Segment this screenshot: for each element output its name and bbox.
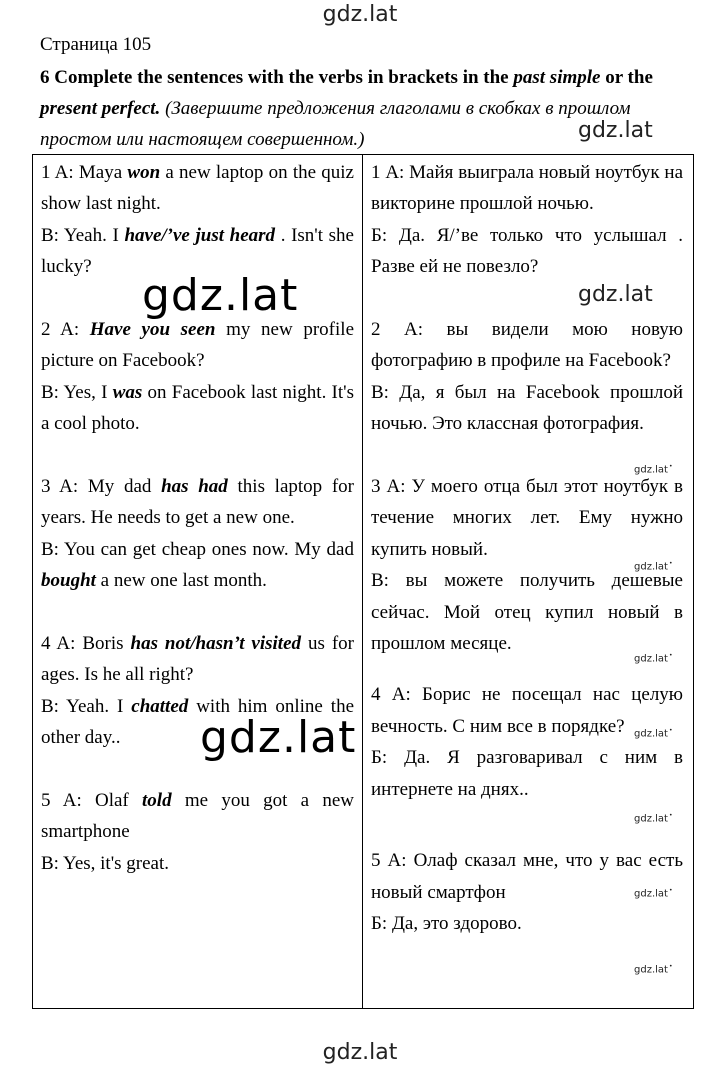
answer-3a: has had: [161, 476, 228, 498]
en-item-3-a: 3 A: My dad has had this laptop for years. He needs to get a new one.: [41, 476, 355, 529]
watermark-small-7: gdz.lat •: [634, 963, 673, 975]
answer-1b: have/’ve just heard: [124, 224, 276, 246]
ru-item-1-b: Б: Да. Я/’ве только что услышал . Разве ей не повезло?: [371, 224, 683, 278]
en-item-1-a: 1 A: Maya won a new laptop on the quiz show last night.: [41, 162, 354, 215]
watermark-small-2: gdz.lat •: [634, 560, 673, 572]
answer-1a: won: [127, 162, 161, 183]
en-item-5-a: 5 A: Olaf told me you got a new smartphone: [41, 790, 354, 843]
watermark-right-1: gdz.lat: [578, 282, 653, 307]
answer-3b: bought: [41, 570, 96, 592]
en-item-3-b: B: You can get cheap ones now. My dad bought a new one last month.: [41, 538, 354, 592]
ru-item-4-b: Б: Да. Я разговаривал с ним в интернете на днях..: [371, 747, 683, 800]
watermark-top: gdz.lat: [322, 2, 398, 27]
instruction-lead: 6 Complete the sentences with the verbs in brackets in the: [40, 67, 514, 88]
watermark-small-6: gdz.lat •: [634, 887, 673, 899]
ru-item-3-a: 3 А: У моего отца был этот ноутбук в течение многих лет. Ему нужно купить новый.: [371, 476, 683, 560]
answer-5a: told: [142, 790, 172, 812]
ru-item-2-a: 2 А: вы видели мою новую фотографию в профиле на Facebook?: [371, 319, 683, 372]
ru-item-5-a: 5 А: Олаф сказал мне, что у вас есть новый смартфон: [371, 850, 683, 903]
en-item-2-a: 2 A: Have you seen my new profile picture on Facebook?: [41, 319, 354, 372]
ru-item-3-b: В: вы можете получить дешевые сейчас. Мой отец купил новый в прошлом месяце.: [371, 570, 683, 655]
ru-item-4-a: 4 А: Борис не посещал нас целую вечность. С ним все в порядке?: [371, 684, 683, 737]
ru-item-1-a: 1 А: Майя выиграла новый ноутбук на викторине прошлой ночью.: [371, 162, 683, 215]
watermark-large-1: gdz.lat: [142, 270, 299, 321]
en-item-1-b: B: Yeah. I have/’ve just heard . Isn't she lucky?: [41, 224, 354, 278]
ru-item-5-b: Б: Да, это здорово.: [371, 912, 522, 934]
en-item-5-b: B: Yes, it's great.: [41, 852, 169, 874]
instruction-mid: or the: [600, 67, 653, 88]
en-item-4-b: B: Yeah. I chatted with him online the other day..: [41, 695, 354, 749]
instruction-translation: (Завершите предложения глаголами в скобках в прошлом простом или настоящем совершенном.): [40, 98, 631, 150]
watermark-bottom: gdz.lat: [322, 1040, 398, 1065]
instruction-em-present-perfect: present perfect.: [40, 98, 161, 119]
watermark-small-5: gdz.lat •: [634, 812, 673, 824]
answer-4a: has not/hasn’t visited: [130, 633, 302, 655]
answer-2b: was: [112, 381, 143, 403]
answer-2a: Have you seen: [89, 319, 216, 341]
watermark-small-4: gdz.lat •: [634, 727, 673, 739]
watermark-large-2: gdz.lat: [200, 712, 357, 763]
ru-item-2-b: В: Да, я был на Facebook прошлой ночью. Это классная фотография.: [371, 381, 683, 435]
watermark-small-1: gdz.lat •: [634, 463, 673, 475]
watermark-header-right: gdz.lat: [578, 118, 653, 143]
en-item-2-b: B: Yes, I was on Facebook last night. It's a cool photo.: [41, 381, 354, 435]
instruction-em-past-simple: past simple: [513, 67, 601, 88]
watermark-small-3: gdz.lat •: [634, 652, 673, 664]
en-item-4-a: 4 A: Boris has not/hasn’t visited us for ages. Is he all right?: [41, 633, 354, 686]
answer-4b: chatted: [131, 695, 189, 717]
page-label: Страница 105: [40, 34, 152, 55]
